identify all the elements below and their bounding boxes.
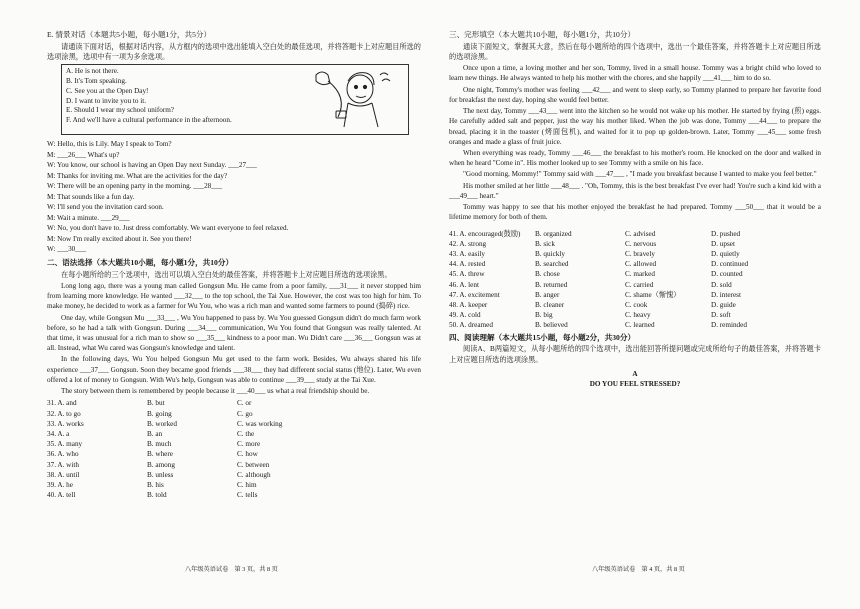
passage-paragraph: In the following days, Wu You helped Gongsun Mu get used to the farm work. Besides, Wu always shared his life experience ___37___ Gongsun. Soon they became good friends ___38___ they had different social status (地位). Later, Wu even offered a lot of money to Gongsun. With Wu's help, Gongsun was able to continue ___39___ study at the Tai Xue. xyxy=(47,355,421,384)
dialogue-line: W: Hello, this is Lily. May I speak to Tom? xyxy=(47,140,172,149)
choice-b: B. much xyxy=(147,440,172,449)
section-e-instructions: 请通读下面对话，根据对话内容，从方框内的选项中选出能填入空白处的最佳选项，并将答题卡上对应题目所选的选项涂黑，选项中有一项为多余选项。 xyxy=(47,42,421,61)
choice-d: D. counted xyxy=(711,270,743,279)
passage-paragraph: Once upon a time, a loving mother and her son, Tommy, lived in a small house. Tommy was a bright child who loved to learn new things. He always wanted to help his mother with the chores, and she happily ___41___ him to do so. xyxy=(449,64,821,83)
choice-b: B. an xyxy=(147,429,163,438)
option-item: C. See you at the Open Day! xyxy=(66,86,149,95)
choice-a: 42. A. strong xyxy=(449,239,487,248)
choice-c: C. was working xyxy=(237,419,283,428)
choice-c: C. allowed xyxy=(625,260,657,269)
choice-a: 33. A. works xyxy=(47,419,84,428)
choice-c: C. advised xyxy=(625,229,656,238)
passage-paragraph: "Good morning, Mommy!" Tommy said with ___47___ , "I made you breakfast because I wanted to make you feel better." xyxy=(463,170,817,179)
choice-c: C. him xyxy=(237,481,257,490)
choice-a: 31. A. and xyxy=(47,399,77,408)
choice-d: D. interest xyxy=(711,290,741,299)
dialogue-line: M: Thanks for inviting me. What are the activities for the day? xyxy=(47,171,228,180)
choice-d: D. pushed xyxy=(711,229,741,238)
section-3-title: 三、完形填空（本大题共10小题，每小题1分，共10分） xyxy=(449,30,636,39)
choice-a: 47. A. excitement xyxy=(449,290,500,299)
choice-c: C. tells xyxy=(237,491,258,500)
choice-a: 48. A. keeper xyxy=(449,301,488,310)
choice-a: 32. A. to go xyxy=(47,409,81,418)
section-4-instructions: 阅读A、B两篇短文，从每小题所给的四个选项中，选出能回答所提问题或完成所给句子的最佳答案，并将答题卡上对应题目所选的选项涂黑。 xyxy=(449,345,821,364)
dialogue-line: W: ___30___ xyxy=(47,245,87,254)
choice-b: B. going xyxy=(147,409,172,418)
choice-a: 38. A. until xyxy=(47,470,80,479)
cloze-choices xyxy=(449,229,821,331)
choice-c: C. marked xyxy=(625,270,655,279)
choice-b: B. organized xyxy=(535,229,572,238)
choice-b: B. cleaner xyxy=(535,301,565,310)
choice-c: C. or xyxy=(237,399,252,408)
choice-b: B. returned xyxy=(535,280,568,289)
choice-c: C. more xyxy=(237,440,261,449)
choice-b: B. unless xyxy=(147,470,174,479)
choice-b: B. chose xyxy=(535,270,560,279)
passage-title: DO YOU FEEL STRESSED? xyxy=(589,380,681,389)
choice-a: 50. A. dreamed xyxy=(449,321,493,330)
choice-b: B. anger xyxy=(535,290,560,299)
choice-c: C. the xyxy=(237,429,255,438)
grammar-choices xyxy=(47,398,421,500)
option-item: D. I want to invite you to it. xyxy=(66,96,147,105)
passage-letter: A xyxy=(632,369,638,378)
choice-a: 41. A. encouraged(鼓励) xyxy=(449,229,521,238)
dialogue-line: M: Wait a minute. ___29___ xyxy=(47,213,130,222)
section-2-instructions: 在每小题所给的三个选项中，选出可以填入空白处的最佳答案，并将答题卡上对应题目所选的选项涂黑。 xyxy=(61,270,392,279)
choice-d: D. quietly xyxy=(711,249,740,258)
choice-d: D. guide xyxy=(711,301,736,310)
choice-d: D. reminded xyxy=(711,321,747,330)
section-3-instructions: 通读下面短文，掌握其大意，然后在每小题所给的四个选项中，选出一个最佳答案，并将答题卡上对应题目所选的选项涂黑。 xyxy=(449,42,821,61)
choice-d: D. sold xyxy=(711,280,732,289)
dialogue-line: M: That sounds like a fun day. xyxy=(47,192,135,201)
passage-paragraph: Long long ago, there was a young man called Gongsun Mu. He came from a poor family, ___31___ it never stopped him from learning more knowledge. He wanted ___32___ to the top school, the Tai Xue. However, the cost was too high for him. To make money, he decided to work as a farmer for Wu You, who was a rich man and wanted some farmers to pound (捣碎) rice. xyxy=(47,281,421,311)
choice-d: D. continued xyxy=(711,260,749,269)
passage-paragraph: One day, while Gongsun Mu ___33___ , Wu You happened to pass by. Wu You guessed Gongsun didn't do much farm work before, so he had a talk with Gongsun. During ___34___ communication, Wu You found that Gongsun was really talented. At that time, it was unusual for a rich man to show so ___35___ kindness to a poor man. Wu Didn't care ___36___ Gongsun was at all. Instead, what Wu cared was Gongsun's knowledge and talent. xyxy=(47,313,421,353)
choice-a: 46. A. lent xyxy=(449,280,479,289)
choice-a: 39. A. he xyxy=(47,481,73,490)
choice-a: 40. A. tell xyxy=(47,491,76,500)
dialogue-line: M: ___26___ What's up? xyxy=(47,150,120,159)
choice-d: D. soft xyxy=(711,311,731,320)
passage-paragraph: The story between them is remembered by people because it ___40___ us what a real friendship should be. xyxy=(61,387,370,396)
choice-b: B. big xyxy=(535,311,553,320)
choice-c: C. go xyxy=(237,409,253,418)
choice-b: B. his xyxy=(147,481,164,490)
choice-b: B. worked xyxy=(147,419,177,428)
choice-c: C. learned xyxy=(625,321,655,330)
choice-b: B. believed xyxy=(535,321,568,330)
passage-paragraph: His mother smiled at her little ___48___ . "Oh, Tommy, this is the best breakfast I've ever had! You're such a kind kid with a ___49___ heart." xyxy=(449,181,821,200)
choice-c: C. how xyxy=(237,450,258,459)
choice-a: 34. A. a xyxy=(47,429,70,438)
choice-c: C. cook xyxy=(625,301,648,310)
choice-a: 44. A. rested xyxy=(449,260,486,269)
choice-c: C. carried xyxy=(625,280,654,289)
dialogue-line: W: There will be an opening party in the morning. ___28___ xyxy=(47,182,223,191)
choice-c: C. bravely xyxy=(625,249,655,258)
section-4-title: 四、阅读理解（本大题共15小题，每小题2分，共30分） xyxy=(449,332,636,342)
choice-c: C. although xyxy=(237,470,271,479)
section-e-title: E. 情景对话（本题共5小题，每小题1分，共5分） xyxy=(47,30,212,39)
option-item: E. Should I wear my school uniform? xyxy=(66,106,174,115)
choice-a: 37. A. with xyxy=(47,460,79,469)
option-item: F. And we'll have a cultural performance in the afternoon. xyxy=(66,116,232,125)
choice-a: 35. A. many xyxy=(47,440,83,449)
choice-a: 36. A. who xyxy=(47,450,79,459)
choice-a: 49. A. cold xyxy=(449,311,481,320)
phone-boy-illustration xyxy=(308,67,398,131)
page-footer-right: 八年级英语试卷 第 4 页，共 8 页 xyxy=(592,566,685,573)
choice-b: B. but xyxy=(147,399,165,408)
section-2-title: 二、语法选择（本大题共10小题，每小题1分，共10分） xyxy=(47,257,234,267)
dialogue xyxy=(47,139,421,255)
passage-paragraph: Tommy was happy to see that his mother enjoyed the breakfast he had prepared. Tommy ___50___ that it would be a lifetime memory for both of them. xyxy=(449,203,821,222)
choice-b: B. searched xyxy=(535,260,569,269)
choice-c: C. shame（惭愧） xyxy=(625,290,681,299)
passage-paragraph: The next day, Tommy ___43___ went into the kitchen so he would not wake up his mother. He started by frying (煎) eggs. He carefully added salt and pepper, just the way his mother liked. When the job was done, Tommy ___44___ to prepare the bread, placing it in the toaster (烤面包机), and waited for it to pop up golden-brown. Later, Tommy ___45___ some fresh oranges and made a glass of fruit juice. xyxy=(449,107,821,146)
dialogue-line: W: I'll send you the invitation card soon. xyxy=(47,203,164,212)
choice-b: B. sick xyxy=(535,239,555,248)
option-item: A. He is not there. xyxy=(66,67,119,76)
choice-b: B. among xyxy=(147,460,175,469)
option-item: B. It's Tom speaking. xyxy=(66,77,127,85)
right-column xyxy=(449,30,821,389)
choice-c: C. heavy xyxy=(625,311,651,320)
choice-c: C. nervous xyxy=(625,239,657,248)
dialogue-line: W: No, you don't have to. Just dress comfortably. We want everyone to feel relaxed. xyxy=(47,224,289,233)
choice-d: D. upset xyxy=(711,239,735,248)
choice-b: B. quickly xyxy=(535,249,565,258)
choice-a: 43. A. easily xyxy=(449,249,485,258)
passage-paragraph: One night, Tommy's mother was feeling ___42___ and went to sleep early, so Tommy planned to prepare her favorite food for breakfast the next day, hoping she would feel better. xyxy=(449,85,821,104)
passage-paragraph: When everything was ready, Tommy ___46___ the breakfast to his mother's room. He knocked on the door and walked in when he heard "Come in". His mother looked up to see Tommy with a smile on his face. xyxy=(449,148,821,168)
page-footer-left: 八年级英语试卷 第 3 页，共 8 页 xyxy=(185,566,278,573)
choice-b: B. told xyxy=(147,491,167,500)
dialogue-line: M: Now I'm really excited about it. See you there! xyxy=(47,234,192,243)
choice-a: 45. A. threw xyxy=(449,270,485,279)
left-column xyxy=(47,30,421,500)
dialogue-line: W: You know, our school is having an Open Day next Sunday. ___27___ xyxy=(47,161,257,170)
choice-c: C. between xyxy=(237,460,270,469)
choice-b: B. where xyxy=(147,450,173,459)
options-box xyxy=(61,64,409,135)
